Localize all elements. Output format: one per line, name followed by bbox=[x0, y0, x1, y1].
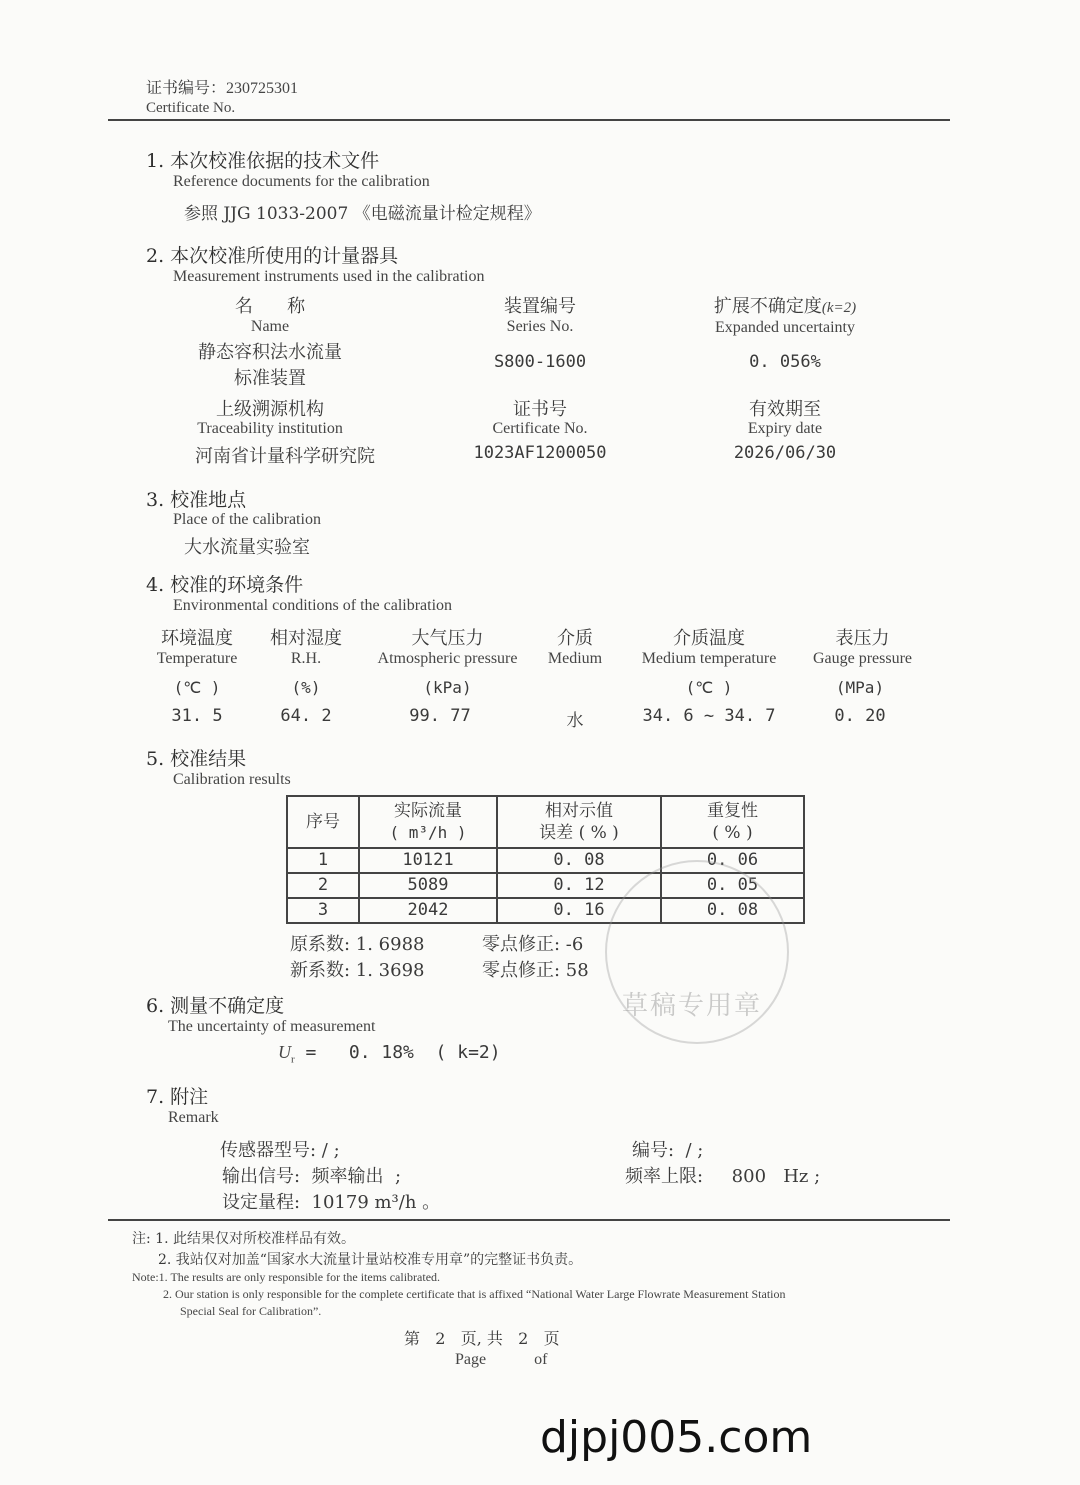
uncertainty-value: = 0. 18% ( k=2) bbox=[294, 1042, 501, 1063]
section-2-title: 2. 本次校准所使用的计量器具 bbox=[146, 245, 399, 267]
cell-error: 0. 08 bbox=[497, 848, 661, 873]
cert-no-label-en: Certificate No. bbox=[146, 100, 236, 116]
header-divider bbox=[108, 119, 950, 121]
cell-error: 0. 16 bbox=[497, 898, 661, 923]
section-3-title: 3. 校准地点 bbox=[146, 489, 247, 511]
instrument-uncertainty: 0. 056% bbox=[749, 352, 821, 372]
env-col-4-value: 34. 6 ~ 34. 7 bbox=[642, 706, 776, 726]
certificate-number bbox=[146, 75, 298, 98]
expiry-date: 2026/06/30 bbox=[733, 443, 837, 463]
page-number-cn: 第 2 页, 共 2 页 bbox=[404, 1329, 560, 1348]
env-col-2-cn: 大气压力 bbox=[411, 628, 484, 649]
th-rep-line1: 重复性 bbox=[707, 801, 758, 821]
section-3-title-en: Place of the calibration bbox=[173, 511, 321, 528]
env-col-3-cn: 介质 bbox=[557, 628, 593, 649]
col-expiry-en: Expiry date bbox=[747, 420, 823, 437]
col-unc-k: (k=2) bbox=[821, 300, 857, 316]
uncertainty-subscript: r bbox=[291, 1053, 295, 1066]
col-uncertainty-en: Expanded uncertainty bbox=[715, 319, 855, 336]
th-error bbox=[497, 796, 661, 848]
env-col-5-unit: (MPa) bbox=[835, 678, 885, 697]
env-col-5-en: Gauge pressure bbox=[812, 650, 913, 667]
col-traceability-cn: 上级溯源机构 bbox=[216, 399, 324, 420]
uncertainty-formula bbox=[278, 1042, 501, 1066]
reference-document: 参照 JJG 1033-2007 《电磁流量计检定规程》 bbox=[184, 204, 541, 224]
cell-seq: 1 bbox=[287, 848, 359, 873]
env-col-4-cn: 介质温度 bbox=[673, 628, 745, 649]
instrument-name-line2: 标准装置 bbox=[234, 368, 306, 389]
env-col-3-value: 水 bbox=[566, 711, 584, 731]
section-6-title: 6. 测量不确定度 bbox=[146, 995, 285, 1017]
footer-divider bbox=[108, 1219, 950, 1221]
col-series-cn: 装置编号 bbox=[504, 296, 576, 317]
cell-repeatability: 0. 08 bbox=[661, 898, 804, 923]
sensor-number: 编号: / ; bbox=[632, 1140, 704, 1161]
section-5-title: 5. 校准结果 bbox=[146, 748, 247, 770]
env-col-0-value: 31. 5 bbox=[171, 706, 223, 726]
env-col-2-unit: (kPa) bbox=[423, 678, 472, 697]
note-en-1: Note:1. The results are only responsible for the items calibrated. bbox=[132, 1270, 441, 1284]
page-number-en: Page of bbox=[455, 1351, 548, 1368]
env-col-1-value: 64. 2 bbox=[280, 706, 332, 726]
section-1-title-en: Reference documents for the calibration bbox=[173, 173, 430, 190]
col-name-cn: 名 称 bbox=[234, 296, 306, 317]
calibration-place: 大水流量实验室 bbox=[184, 537, 310, 558]
note-cn-2: 2. 我站仅对加盖“国家水大流量计量站校准专用章”的完整证书负责。 bbox=[158, 1252, 583, 1268]
col-traceability-en: Traceability institution bbox=[197, 420, 343, 437]
env-col-2-en: Atmospheric pressure bbox=[377, 650, 518, 667]
col-certno-en: Certificate No. bbox=[492, 420, 588, 437]
env-col-1-cn: 相对湿度 bbox=[270, 628, 342, 649]
original-zero-correction: 零点修正: -6 bbox=[482, 934, 584, 955]
section-4-title: 4. 校准的环境条件 bbox=[146, 574, 304, 596]
cell-seq: 2 bbox=[287, 873, 359, 898]
env-col-0-unit: (℃ ) bbox=[173, 678, 221, 697]
env-col-5-value: 0. 20 bbox=[834, 706, 886, 726]
th-error-line1: 相对示值 bbox=[545, 801, 613, 821]
watermark-text: djpj005.com bbox=[540, 1412, 813, 1463]
section-4-title-en: Environmental conditions of the calibration bbox=[173, 597, 453, 614]
env-col-5-cn: 表压力 bbox=[835, 628, 890, 649]
new-coefficient: 新系数: 1. 3698 bbox=[290, 960, 425, 981]
cell-seq: 3 bbox=[287, 898, 359, 923]
table-header-row bbox=[287, 796, 804, 848]
col-expiry-cn: 有效期至 bbox=[749, 399, 821, 420]
sensor-model: 传感器型号: / ; bbox=[220, 1140, 340, 1161]
col-unc-label: 扩展不确定度 bbox=[713, 296, 822, 317]
env-col-0-cn: 环境温度 bbox=[161, 628, 233, 649]
section-7-title-en: Remark bbox=[168, 1109, 219, 1126]
col-uncertainty-cn bbox=[680, 292, 890, 318]
env-col-1-unit: (%) bbox=[291, 678, 321, 697]
instrument-name-line1: 静态容积法水流量 bbox=[198, 342, 342, 363]
th-repeatability bbox=[661, 796, 804, 848]
env-col-1-en: R.H. bbox=[290, 650, 322, 667]
original-coefficient: 原系数: 1. 6988 bbox=[290, 934, 425, 955]
section-7-title: 7. 附注 bbox=[146, 1086, 209, 1108]
cell-repeatability: 0. 05 bbox=[661, 873, 804, 898]
new-zero-correction: 零点修正: 58 bbox=[482, 960, 589, 981]
col-series-en: Series No. bbox=[506, 318, 574, 335]
th-error-line2: 误差 ( % ) bbox=[539, 823, 619, 843]
frequency-upper-limit: 频率上限: 800 Hz ; bbox=[625, 1166, 821, 1187]
th-seq: 序号 bbox=[287, 796, 359, 848]
th-flow-line2: ( m³/h ) bbox=[389, 823, 467, 842]
section-5-title-en: Calibration results bbox=[173, 771, 291, 788]
cert-no-label: 证书编号： bbox=[146, 78, 227, 97]
cell-repeatability: 0. 06 bbox=[661, 848, 804, 873]
seal-stamp-text: 草稿专用章 bbox=[622, 991, 763, 1021]
instrument-series: S800-1600 bbox=[493, 352, 587, 372]
th-rep-line2: ( % ) bbox=[712, 823, 753, 843]
th-flow-line1: 实际流量 bbox=[394, 801, 462, 821]
env-col-3-en: Medium bbox=[547, 650, 603, 667]
section-1-title: 1. 本次校准依据的技术文件 bbox=[146, 150, 380, 172]
traceability-institution: 河南省计量科学研究院 bbox=[195, 446, 375, 467]
th-flow bbox=[359, 796, 497, 848]
uncertainty-symbol: U bbox=[278, 1042, 291, 1062]
traceability-cert-no: 1023AF1200050 bbox=[473, 443, 607, 463]
note-cn-1: 注: 1. 此结果仅对所校准样品有效。 bbox=[132, 1231, 355, 1247]
note-en-2b: Special Seal for Calibration”. bbox=[180, 1304, 322, 1318]
cell-flow: 5089 bbox=[359, 873, 497, 898]
cell-flow: 10121 bbox=[359, 848, 497, 873]
cert-no-value: 230725301 bbox=[226, 80, 299, 97]
section-2-title-en: Measurement instruments used in the calibration bbox=[173, 268, 485, 285]
col-name-en: Name bbox=[250, 318, 290, 335]
env-col-4-en: Medium temperature bbox=[641, 650, 777, 667]
env-col-4-unit: (℃ ) bbox=[685, 678, 733, 697]
cell-flow: 2042 bbox=[359, 898, 497, 923]
section-6-title-en: The uncertainty of measurement bbox=[168, 1018, 376, 1035]
output-signal: 输出信号: 频率输出 ; bbox=[222, 1166, 402, 1187]
env-col-2-value: 99. 77 bbox=[409, 706, 471, 726]
set-range: 设定量程: 10179 m³/h 。 bbox=[222, 1192, 441, 1213]
cell-error: 0. 12 bbox=[497, 873, 661, 898]
env-col-0-en: Temperature bbox=[156, 650, 238, 667]
col-certno-cn: 证书号 bbox=[513, 399, 567, 420]
note-en-2a: 2. Our station is only responsible for the complete certificate that is affixed “National Water Large Flowrate Measurement Station bbox=[163, 1287, 786, 1301]
